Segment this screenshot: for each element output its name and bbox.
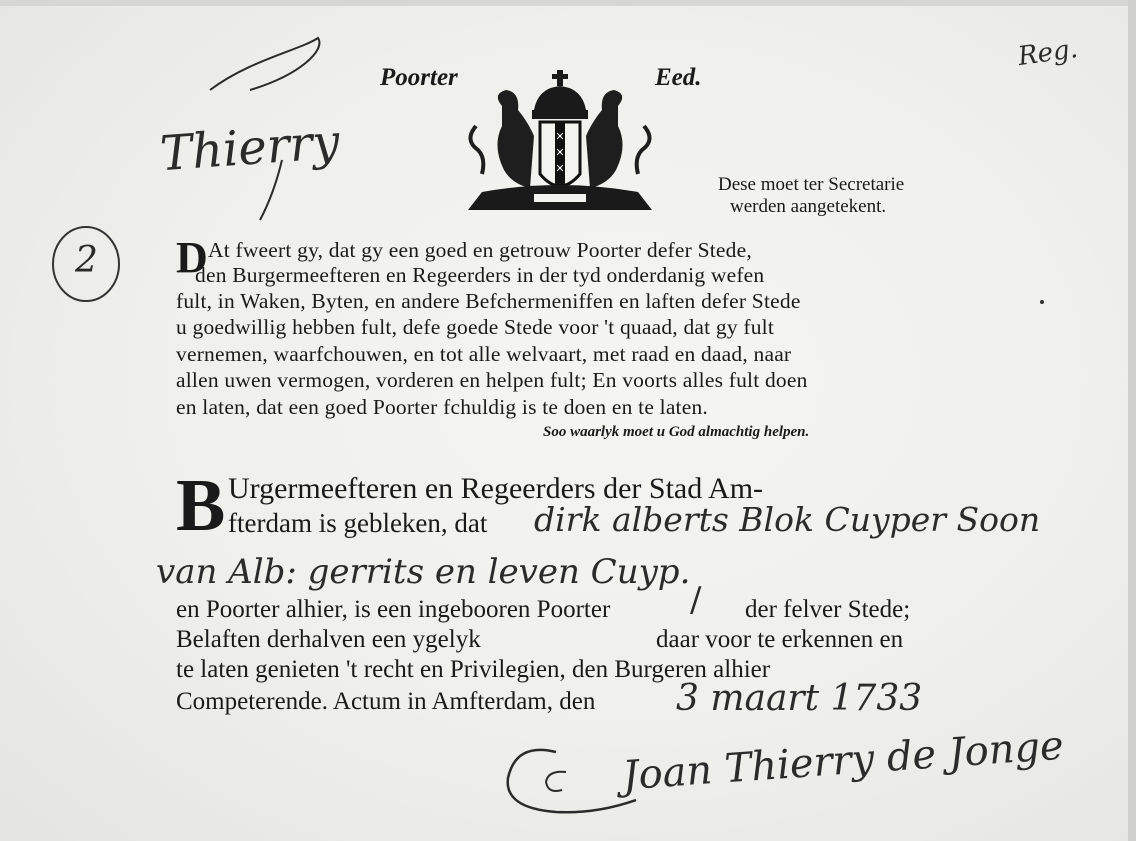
oath-line-3: fult, in Waken, Byten, en andere Befchermeniffen en laften defer Stede: [176, 289, 801, 313]
certificate-line-5b: daar voor te erkennen en: [656, 626, 904, 653]
certificate-line-1: Urgermeefteren en Regeerders der Stad Am-: [228, 472, 764, 505]
oath-line-5: vernemen, waarfchouwen, en tot alle welvaart, met raad en daad, naar: [176, 342, 792, 366]
certificate-line-4b: der felver Stede;: [745, 596, 911, 623]
margin-name: Thierry: [158, 113, 342, 183]
oath-line-7: en laten, dat een goed Poorter fchuldig is te doen en te laten.: [176, 395, 709, 419]
oath-line-2: den Burgermeefteren en Regeerders in der tyd onderdanig wefen: [195, 263, 765, 287]
page-edge-top: [0, 0, 1136, 6]
certificate-line-3-hand: van Alb: gerrits en leven Cuyp.: [156, 552, 691, 592]
registration-note-line1: Dese moet ter Secretarie: [718, 174, 905, 195]
amsterdam-coat-of-arms-icon: [462, 66, 658, 214]
handwritten-stroke: /: [690, 580, 702, 620]
oath-dropcap: D: [176, 233, 208, 282]
certificate-dropcap: B: [176, 465, 226, 547]
certificate-line-7-hand: 3 maart 1733: [676, 678, 923, 719]
title-right: Eed.: [655, 64, 702, 91]
circled-number: 2: [75, 240, 98, 281]
certificate-line-5a: Belaften derhalven een ygelyk: [176, 626, 481, 653]
svg-text:✕: ✕: [555, 162, 565, 175]
certificate-line-4a: en Poorter alhier, is een ingebooren Poorter: [176, 596, 611, 623]
certificate-line-7-print: Competerende. Actum in Amfterdam, den: [176, 688, 596, 715]
title-left: Poorter: [380, 64, 458, 91]
oath-closing: Soo waarlyk moet u God almachtig helpen.: [543, 424, 810, 440]
page-edge-right: [1128, 0, 1136, 841]
oath-line-1: At fweert gy, dat gy een goed en getrouw Poorter defer Stede,: [208, 238, 752, 262]
registration-note-line2: werden aangetekent.: [730, 196, 887, 217]
margin-flourish: [190, 20, 340, 230]
svg-text:✕: ✕: [555, 146, 565, 159]
certificate-line-2-print: fterdam is gebleken, dat: [228, 508, 488, 538]
svg-text:✕: ✕: [555, 130, 565, 143]
margin-dot: [1040, 300, 1044, 304]
certificate-line-6: te laten genieten 't recht en Privilegien, den Burgeren alhier: [176, 656, 771, 683]
oath-line-4: u goedwillig hebben fult, defe goede Stede voor 't quaad, dat gy fult: [176, 315, 775, 339]
oath-line-6: allen uwen vermogen, vorderen en helpen fult; En voorts alles fult doen: [176, 368, 808, 392]
corner-mark: Reg.: [1016, 33, 1080, 73]
signature: Joan Thierry de Jonge: [620, 722, 1066, 800]
certificate-line-2-hand: dirk alberts Blok Cuyper Soon: [534, 500, 1041, 539]
